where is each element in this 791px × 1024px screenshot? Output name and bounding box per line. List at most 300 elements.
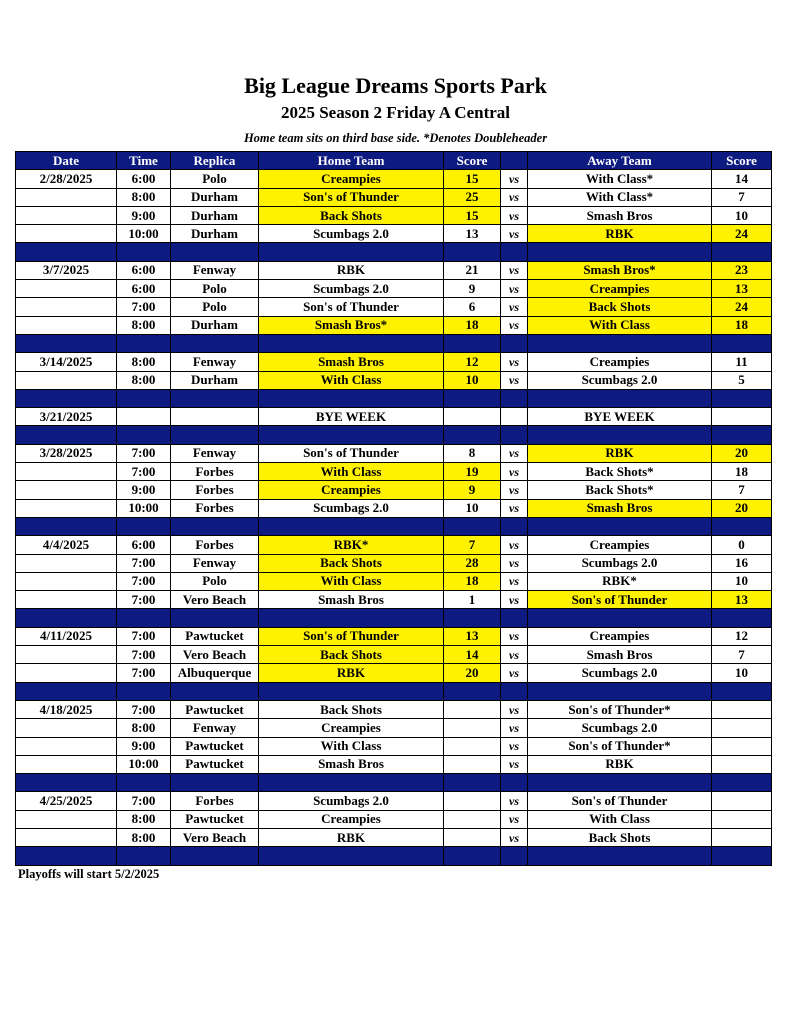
time-cell: 7:00 (117, 591, 171, 609)
home-score-cell: 7 (444, 536, 501, 554)
home-score-cell: 25 (444, 188, 501, 206)
away-team-cell: Son's of Thunder* (528, 700, 712, 718)
away-score-cell (712, 737, 772, 755)
separator-cell (16, 389, 117, 407)
home-score-cell: 20 (444, 664, 501, 682)
separator-cell (259, 334, 444, 352)
separator-cell (117, 334, 171, 352)
away-team-cell: Back Shots* (528, 481, 712, 499)
away-score-cell (712, 408, 772, 426)
week-separator-row (16, 517, 772, 535)
separator-cell (528, 609, 712, 627)
separator-cell (712, 426, 772, 444)
home-team-cell: With Class (259, 463, 444, 481)
replica-cell: Fenway (171, 719, 259, 737)
table-row (16, 298, 772, 316)
time-cell: 6:00 (117, 280, 171, 298)
schedule-body (16, 170, 772, 865)
separator-cell (171, 774, 259, 792)
replica-cell: Forbes (171, 792, 259, 810)
away-team-cell: BYE WEEK (528, 408, 712, 426)
separator-cell (16, 847, 117, 865)
table-row (16, 280, 772, 298)
table-row (16, 225, 772, 243)
home-score-cell (444, 737, 501, 755)
home-team-cell: RBK* (259, 536, 444, 554)
table-header-row (16, 152, 772, 170)
away-team-cell: RBK* (528, 572, 712, 590)
column-header-replica: Replica (171, 152, 259, 170)
separator-cell (259, 389, 444, 407)
home-score-cell: 12 (444, 353, 501, 371)
time-cell: 6:00 (117, 536, 171, 554)
replica-cell: Pawtucket (171, 700, 259, 718)
week-separator-row (16, 389, 772, 407)
vs-cell: vs (501, 646, 528, 664)
away-team-cell: RBK (528, 444, 712, 462)
separator-cell (712, 389, 772, 407)
table-row (16, 481, 772, 499)
away-team-cell: Scumbags 2.0 (528, 554, 712, 572)
away-score-cell: 13 (712, 280, 772, 298)
table-row (16, 700, 772, 718)
column-header-date: Date (16, 152, 117, 170)
away-score-cell (712, 755, 772, 773)
table-row (16, 554, 772, 572)
date-cell: 4/11/2025 (16, 627, 117, 645)
date-cell: 3/28/2025 (16, 444, 117, 462)
separator-cell (712, 609, 772, 627)
home-team-cell: Creampies (259, 481, 444, 499)
vs-cell: vs (501, 170, 528, 188)
date-cell: 3/14/2025 (16, 353, 117, 371)
home-team-cell: Smash Bros (259, 353, 444, 371)
table-row (16, 646, 772, 664)
home-score-cell: 19 (444, 463, 501, 481)
away-score-cell: 7 (712, 188, 772, 206)
away-team-cell: With Class* (528, 170, 712, 188)
replica-cell: Fenway (171, 261, 259, 279)
separator-cell (444, 426, 501, 444)
page-title: Big League Dreams Sports Park (244, 73, 547, 98)
column-header-time: Time (117, 152, 171, 170)
away-score-cell: 13 (712, 591, 772, 609)
away-score-cell: 0 (712, 536, 772, 554)
separator-cell (117, 609, 171, 627)
replica-cell: Polo (171, 280, 259, 298)
table-row (16, 170, 772, 188)
table-row (16, 499, 772, 517)
date-cell (16, 810, 117, 828)
vs-cell: vs (501, 737, 528, 755)
home-score-cell (444, 755, 501, 773)
vs-cell: vs (501, 206, 528, 224)
time-cell: 7:00 (117, 554, 171, 572)
away-team-cell: Smash Bros* (528, 261, 712, 279)
away-team-cell: With Class* (528, 188, 712, 206)
separator-cell (16, 426, 117, 444)
separator-cell (117, 389, 171, 407)
home-team-cell: With Class (259, 737, 444, 755)
separator-cell (501, 609, 528, 627)
vs-cell: vs (501, 316, 528, 334)
away-team-cell: Son's of Thunder (528, 792, 712, 810)
vs-cell: vs (501, 371, 528, 389)
separator-cell (528, 847, 712, 865)
vs-cell: vs (501, 499, 528, 517)
separator-cell (171, 426, 259, 444)
separator-cell (501, 243, 528, 261)
separator-cell (171, 334, 259, 352)
table-row (16, 627, 772, 645)
separator-cell (501, 389, 528, 407)
separator-cell (16, 243, 117, 261)
separator-cell (117, 243, 171, 261)
table-row (16, 572, 772, 590)
separator-cell (501, 334, 528, 352)
vs-cell (501, 408, 528, 426)
time-cell: 7:00 (117, 646, 171, 664)
table-row (16, 261, 772, 279)
separator-cell (171, 389, 259, 407)
date-cell (16, 463, 117, 481)
time-cell: 7:00 (117, 444, 171, 462)
separator-cell (259, 243, 444, 261)
separator-cell (712, 682, 772, 700)
away-score-cell (712, 810, 772, 828)
home-team-cell: Smash Bros (259, 591, 444, 609)
separator-cell (259, 682, 444, 700)
home-team-cell: With Class (259, 371, 444, 389)
table-row (16, 719, 772, 737)
away-score-cell: 20 (712, 444, 772, 462)
time-cell: 10:00 (117, 499, 171, 517)
date-cell: 4/4/2025 (16, 536, 117, 554)
away-score-cell: 23 (712, 261, 772, 279)
replica-cell: Polo (171, 298, 259, 316)
separator-cell (117, 774, 171, 792)
home-team-cell: Creampies (259, 719, 444, 737)
replica-cell: Pawtucket (171, 627, 259, 645)
away-score-cell: 14 (712, 170, 772, 188)
away-score-cell (712, 700, 772, 718)
replica-cell: Pawtucket (171, 755, 259, 773)
table-row (16, 206, 772, 224)
away-team-cell: Scumbags 2.0 (528, 664, 712, 682)
separator-cell (16, 774, 117, 792)
separator-cell (712, 334, 772, 352)
replica-cell: Polo (171, 572, 259, 590)
home-team-cell: Back Shots (259, 554, 444, 572)
replica-cell: Forbes (171, 499, 259, 517)
date-cell (16, 188, 117, 206)
home-score-cell: 8 (444, 444, 501, 462)
away-score-cell: 10 (712, 572, 772, 590)
away-score-cell (712, 828, 772, 846)
date-cell (16, 225, 117, 243)
table-row (16, 792, 772, 810)
home-score-cell: 6 (444, 298, 501, 316)
replica-cell: Durham (171, 316, 259, 334)
date-cell (16, 828, 117, 846)
home-score-cell (444, 810, 501, 828)
replica-cell: Durham (171, 206, 259, 224)
vs-cell: vs (501, 572, 528, 590)
table-row (16, 737, 772, 755)
vs-cell: vs (501, 554, 528, 572)
away-score-cell: 5 (712, 371, 772, 389)
away-score-cell: 10 (712, 206, 772, 224)
week-separator-row (16, 334, 772, 352)
table-row (16, 536, 772, 554)
away-team-cell: Creampies (528, 353, 712, 371)
date-cell (16, 737, 117, 755)
away-team-cell: Scumbags 2.0 (528, 371, 712, 389)
away-score-cell: 11 (712, 353, 772, 371)
away-team-cell: Back Shots* (528, 463, 712, 481)
home-score-cell (444, 700, 501, 718)
column-header-vs (501, 152, 528, 170)
separator-cell (444, 243, 501, 261)
separator-cell (528, 517, 712, 535)
away-team-cell: With Class (528, 316, 712, 334)
separator-cell (528, 243, 712, 261)
date-cell: 3/7/2025 (16, 261, 117, 279)
time-cell: 8:00 (117, 719, 171, 737)
date-cell (16, 755, 117, 773)
separator-cell (171, 682, 259, 700)
home-score-cell: 10 (444, 371, 501, 389)
home-score-cell (444, 408, 501, 426)
separator-cell (444, 682, 501, 700)
date-cell (16, 316, 117, 334)
vs-cell: vs (501, 225, 528, 243)
table-row (16, 188, 772, 206)
vs-cell: vs (501, 280, 528, 298)
playoffs-note: Playoffs will start 5/2/2025 (18, 867, 160, 881)
away-score-cell: 20 (712, 499, 772, 517)
replica-cell: Durham (171, 225, 259, 243)
home-score-cell: 13 (444, 627, 501, 645)
home-team-cell: Son's of Thunder (259, 298, 444, 316)
home-team-cell: Creampies (259, 170, 444, 188)
replica-cell: Durham (171, 371, 259, 389)
date-cell: 2/28/2025 (16, 170, 117, 188)
replica-cell: Polo (171, 170, 259, 188)
away-team-cell: RBK (528, 225, 712, 243)
separator-cell (171, 609, 259, 627)
away-team-cell: Creampies (528, 280, 712, 298)
home-score-cell (444, 792, 501, 810)
week-separator-row (16, 774, 772, 792)
vs-cell: vs (501, 755, 528, 773)
separator-cell (171, 517, 259, 535)
separator-cell (117, 682, 171, 700)
vs-cell: vs (501, 188, 528, 206)
separator-cell (444, 609, 501, 627)
table-row (16, 828, 772, 846)
separator-cell (528, 334, 712, 352)
home-team-cell: Son's of Thunder (259, 627, 444, 645)
date-cell (16, 572, 117, 590)
home-team-cell: With Class (259, 572, 444, 590)
separator-cell (171, 847, 259, 865)
time-cell: 9:00 (117, 206, 171, 224)
separator-cell (528, 682, 712, 700)
table-row (16, 353, 772, 371)
home-team-cell: Back Shots (259, 206, 444, 224)
replica-cell: Forbes (171, 463, 259, 481)
vs-cell: vs (501, 828, 528, 846)
vs-cell: vs (501, 463, 528, 481)
separator-cell (444, 334, 501, 352)
table-row (16, 316, 772, 334)
date-cell (16, 298, 117, 316)
home-team-cell: RBK (259, 828, 444, 846)
vs-cell: vs (501, 810, 528, 828)
vs-cell: vs (501, 591, 528, 609)
home-team-cell: Son's of Thunder (259, 444, 444, 462)
column-header-home-team: Home Team (259, 152, 444, 170)
home-team-cell: Back Shots (259, 646, 444, 664)
away-team-cell: Son's of Thunder (528, 591, 712, 609)
replica-cell (171, 408, 259, 426)
separator-cell (16, 334, 117, 352)
vs-cell: vs (501, 719, 528, 737)
home-score-cell: 28 (444, 554, 501, 572)
home-team-cell: Scumbags 2.0 (259, 225, 444, 243)
separator-cell (712, 774, 772, 792)
separator-cell (259, 426, 444, 444)
time-cell: 9:00 (117, 737, 171, 755)
table-row (16, 371, 772, 389)
separator-cell (259, 609, 444, 627)
away-score-cell: 18 (712, 463, 772, 481)
separator-cell (501, 847, 528, 865)
away-score-cell: 10 (712, 664, 772, 682)
separator-cell (117, 426, 171, 444)
time-cell: 7:00 (117, 700, 171, 718)
away-team-cell: With Class (528, 810, 712, 828)
separator-cell (528, 426, 712, 444)
home-score-cell: 18 (444, 316, 501, 334)
time-cell: 10:00 (117, 225, 171, 243)
away-score-cell: 18 (712, 316, 772, 334)
time-cell: 10:00 (117, 755, 171, 773)
table-row (16, 408, 772, 426)
replica-cell: Fenway (171, 353, 259, 371)
page-subtitle: 2025 Season 2 Friday A Central (280, 103, 511, 122)
week-separator-row (16, 426, 772, 444)
date-cell (16, 280, 117, 298)
table-row (16, 463, 772, 481)
away-team-cell: Smash Bros (528, 206, 712, 224)
separator-cell (16, 517, 117, 535)
vs-cell: vs (501, 298, 528, 316)
away-score-cell (712, 792, 772, 810)
away-team-cell: RBK (528, 755, 712, 773)
replica-cell: Fenway (171, 444, 259, 462)
vs-cell: vs (501, 627, 528, 645)
separator-cell (259, 517, 444, 535)
home-score-cell: 15 (444, 206, 501, 224)
replica-cell: Durham (171, 188, 259, 206)
home-team-cell: Smash Bros (259, 755, 444, 773)
away-score-cell (712, 719, 772, 737)
separator-cell (528, 389, 712, 407)
home-score-cell: 14 (444, 646, 501, 664)
replica-cell: Pawtucket (171, 737, 259, 755)
time-cell: 8:00 (117, 371, 171, 389)
time-cell: 7:00 (117, 664, 171, 682)
time-cell: 8:00 (117, 353, 171, 371)
schedule-note: Home team sits on third base side. *Denotes Doubleheader (243, 131, 548, 145)
away-team-cell: Scumbags 2.0 (528, 719, 712, 737)
table-row (16, 591, 772, 609)
separator-cell (528, 774, 712, 792)
away-team-cell: Back Shots (528, 298, 712, 316)
away-team-cell: Back Shots (528, 828, 712, 846)
column-header-away-score: Score (712, 152, 772, 170)
separator-cell (16, 609, 117, 627)
separator-cell (171, 243, 259, 261)
table-row (16, 444, 772, 462)
time-cell: 8:00 (117, 828, 171, 846)
date-cell (16, 371, 117, 389)
date-cell (16, 719, 117, 737)
home-team-cell: BYE WEEK (259, 408, 444, 426)
separator-cell (444, 774, 501, 792)
week-separator-row (16, 243, 772, 261)
home-score-cell (444, 719, 501, 737)
date-cell (16, 554, 117, 572)
separator-cell (444, 517, 501, 535)
column-header-away-team: Away Team (528, 152, 712, 170)
away-score-cell: 7 (712, 481, 772, 499)
separator-cell (117, 847, 171, 865)
vs-cell: vs (501, 261, 528, 279)
away-team-cell: Creampies (528, 536, 712, 554)
home-score-cell: 13 (444, 225, 501, 243)
home-team-cell: Smash Bros* (259, 316, 444, 334)
replica-cell: Vero Beach (171, 828, 259, 846)
away-score-cell: 24 (712, 298, 772, 316)
table-row (16, 755, 772, 773)
replica-cell: Pawtucket (171, 810, 259, 828)
home-score-cell (444, 828, 501, 846)
home-team-cell: RBK (259, 664, 444, 682)
separator-cell (444, 389, 501, 407)
vs-cell: vs (501, 444, 528, 462)
time-cell: 8:00 (117, 316, 171, 334)
separator-cell (712, 517, 772, 535)
separator-cell (501, 426, 528, 444)
separator-cell (16, 682, 117, 700)
separator-cell (501, 682, 528, 700)
away-team-cell: Smash Bros (528, 499, 712, 517)
vs-cell: vs (501, 536, 528, 554)
time-cell: 6:00 (117, 170, 171, 188)
replica-cell: Albuquerque (171, 664, 259, 682)
home-score-cell: 10 (444, 499, 501, 517)
time-cell: 9:00 (117, 481, 171, 499)
replica-cell: Forbes (171, 536, 259, 554)
table-row (16, 810, 772, 828)
separator-cell (712, 243, 772, 261)
home-score-cell: 9 (444, 481, 501, 499)
column-header-home-score: Score (444, 152, 501, 170)
time-cell: 7:00 (117, 792, 171, 810)
